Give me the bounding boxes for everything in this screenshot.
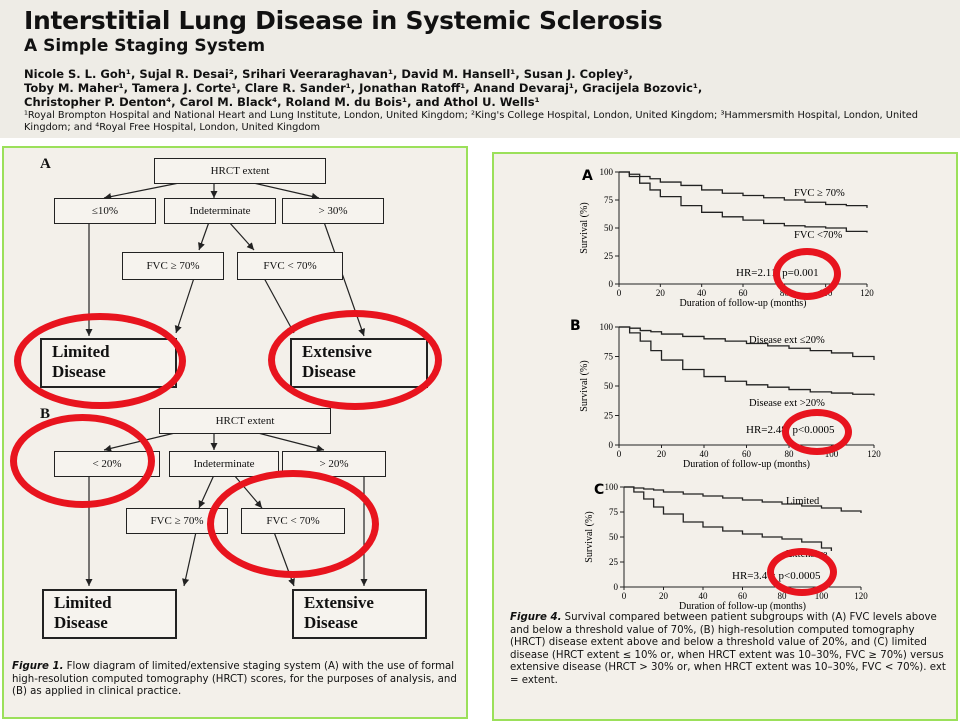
x-axis-label: Duration of follow-up (months) (679, 298, 807, 309)
y-tick-label: 0 (613, 582, 618, 592)
x-tick-label: 80 (777, 591, 787, 601)
hazard-ratio-annotation: HR=3.46; p<0.0005 (732, 570, 821, 582)
highlight-ring (782, 409, 852, 455)
highlight-ring (767, 548, 837, 596)
disease-label: Disease (304, 613, 358, 632)
limited-label: Limited (52, 342, 110, 361)
chart-panel-label: B (570, 318, 581, 334)
disease-label: Disease (54, 613, 108, 632)
x-tick-label: 100 (818, 288, 833, 298)
y-tick-label: 75 (604, 195, 613, 205)
highlight-ring (10, 414, 155, 508)
y-tick-label: 100 (599, 322, 613, 332)
figure1-caption (12, 661, 460, 699)
x-tick-label: 40 (698, 591, 708, 601)
extent-high-box: > 20% (282, 451, 386, 477)
chart-panel-label: A (582, 168, 593, 184)
fvc-high-box: FVC ≥ 70% (126, 508, 228, 534)
extensive-label: Extensive (302, 342, 372, 361)
series-label: FVC <70% (794, 230, 843, 241)
disease-label: Disease (302, 362, 356, 381)
series-line (619, 172, 867, 232)
y-tick-label: 50 (604, 381, 613, 391)
series-label: FVC ≥ 70% (794, 188, 845, 199)
x-tick-label: 40 (699, 449, 709, 459)
figure4-panel (492, 152, 958, 721)
x-tick-label: 120 (860, 288, 874, 298)
x-tick-label: 0 (616, 288, 622, 298)
x-tick-label: 120 (854, 591, 868, 601)
author-line: Nicole S. L. Goh¹, Sujal R. Desai², Srihari Veeraraghavan¹, David M. Hansell¹, Susan J. Copley³, (24, 67, 633, 81)
x-tick-label: 0 (616, 449, 622, 459)
limited-disease-box (42, 589, 177, 639)
x-tick-label: 60 (738, 591, 747, 601)
series-label: Extensive (786, 549, 828, 560)
y-tick-label: 75 (604, 351, 613, 362)
limited-label: Limited (54, 593, 112, 612)
extent-low-box: < 20% (54, 451, 160, 477)
fvc-high-box: FVC ≥ 70% (122, 252, 224, 280)
caption-text: Survival compared between patient subgroups with (A) FVC levels above and below a threshold value of 70%, (B) high-resolution computed tomography (HRCT) disease extent above and below a threshold value of 20%, and (C) limited disease (HRCT extent ≤ 10% or, when HRCT extent was 10–30%, FVC ≥ 70%) versus extensive disease (HRCT > 30% or, when HRCT extent was 10–30%, FVC < 70%). ext = extent. (510, 612, 946, 686)
extent-low-box: ≤10% (54, 198, 156, 224)
caption-label: Figure 1. (12, 661, 64, 672)
hrct-extent-box: HRCT extent (159, 408, 331, 434)
highlight-ring (268, 310, 442, 410)
extensive-label: Extensive (304, 593, 374, 612)
series-label: Disease ext ≤20% (749, 335, 825, 346)
highlight-ring (14, 313, 186, 409)
x-tick-label: 80 (784, 449, 794, 459)
y-tick-label: 25 (604, 251, 613, 261)
caption-label: Figure 4. (510, 612, 562, 623)
chart-panel-label: C (594, 482, 605, 498)
extensive-disease-box (292, 589, 427, 639)
x-tick-label: 0 (621, 591, 627, 601)
x-tick-label: 20 (659, 591, 668, 601)
y-tick-label: 75 (609, 507, 618, 517)
hrct-extent-box: HRCT extent (154, 158, 326, 184)
extent-high-box: > 30% (282, 198, 384, 224)
indeterminate-box: Indeterminate (164, 198, 276, 224)
y-tick-label: 25 (609, 557, 618, 567)
y-axis-label: Survival (%) (584, 511, 595, 563)
article-subtitle: A Simple Staging System (24, 36, 266, 56)
series-line (619, 327, 874, 360)
y-tick-label: 100 (599, 167, 613, 177)
y-tick-label: 0 (608, 279, 613, 289)
x-axis-label: Duration of follow-up (months) (679, 601, 806, 612)
y-tick-label: 25 (604, 410, 613, 421)
panel-a-label: A (40, 156, 51, 172)
caption-text: Flow diagram of limited/extensive staging system (A) with the use of formal high-resolution computed tomography (HRCT) scores, for the purposes of analysis, and (B) as applied in clinical practice. (12, 661, 457, 697)
hazard-ratio-annotation: HR=2.11; p=0.001 (736, 267, 819, 279)
fvc-low-box: FVC < 70% (237, 252, 343, 280)
y-tick-label: 0 (608, 440, 613, 450)
disease-label: Disease (52, 362, 106, 381)
x-tick-label: 60 (742, 449, 751, 459)
series-line (624, 487, 861, 513)
highlight-ring (773, 248, 841, 300)
x-tick-label: 20 (657, 449, 666, 459)
author-line: Toby M. Maher¹, Tamera J. Corte¹, Clare R. Sander¹, Jonathan Ratoff¹, Anand Devaraj¹, Gracijela Bozovic¹, (24, 81, 703, 95)
x-tick-label: 60 (738, 288, 748, 298)
fvc-low-box: FVC < 70% (241, 508, 345, 534)
y-tick-label: 50 (609, 532, 618, 542)
series-label: Disease ext >20% (749, 398, 825, 409)
article-title: Interstitial Lung Disease in Systemic Sclerosis (24, 6, 663, 35)
x-tick-label: 80 (779, 288, 789, 298)
y-tick-label: 50 (604, 223, 613, 233)
y-axis-label: Survival (%) (579, 360, 590, 412)
series-line (619, 327, 874, 395)
series-label: Limited (786, 496, 820, 507)
x-tick-label: 120 (867, 449, 881, 459)
y-tick-label: 100 (604, 482, 618, 492)
affiliations: ¹Royal Brompton Hospital and National Heart and Lung Institute, London, United Kingdom; ²King's College Hospital, London, United Kingdom; ³Hammersmith Hospital, London, United Kingdom; and ⁴Royal Free Hospital, London, United Kingdom (24, 110, 918, 133)
indeterminate-box: Indeterminate (169, 451, 279, 477)
survival-charts (494, 154, 956, 612)
x-tick-label: 20 (655, 288, 665, 298)
panel-b-label: B (40, 406, 51, 422)
y-axis-label: Survival (%) (579, 202, 590, 254)
author-list (24, 67, 944, 109)
author-line: Christopher P. Denton⁴, Carol M. Black⁴, Roland M. du Bois¹, and Athol U. Wells¹ (24, 95, 540, 109)
x-axis-label: Duration of follow-up (months) (683, 459, 810, 470)
figure4-caption (510, 612, 946, 687)
x-tick-label: 40 (697, 288, 707, 298)
hazard-ratio-annotation: HR=2.48; p<0.0005 (746, 424, 835, 436)
x-tick-label: 100 (824, 449, 839, 459)
x-tick-label: 100 (814, 591, 829, 601)
highlight-ring (207, 470, 379, 578)
